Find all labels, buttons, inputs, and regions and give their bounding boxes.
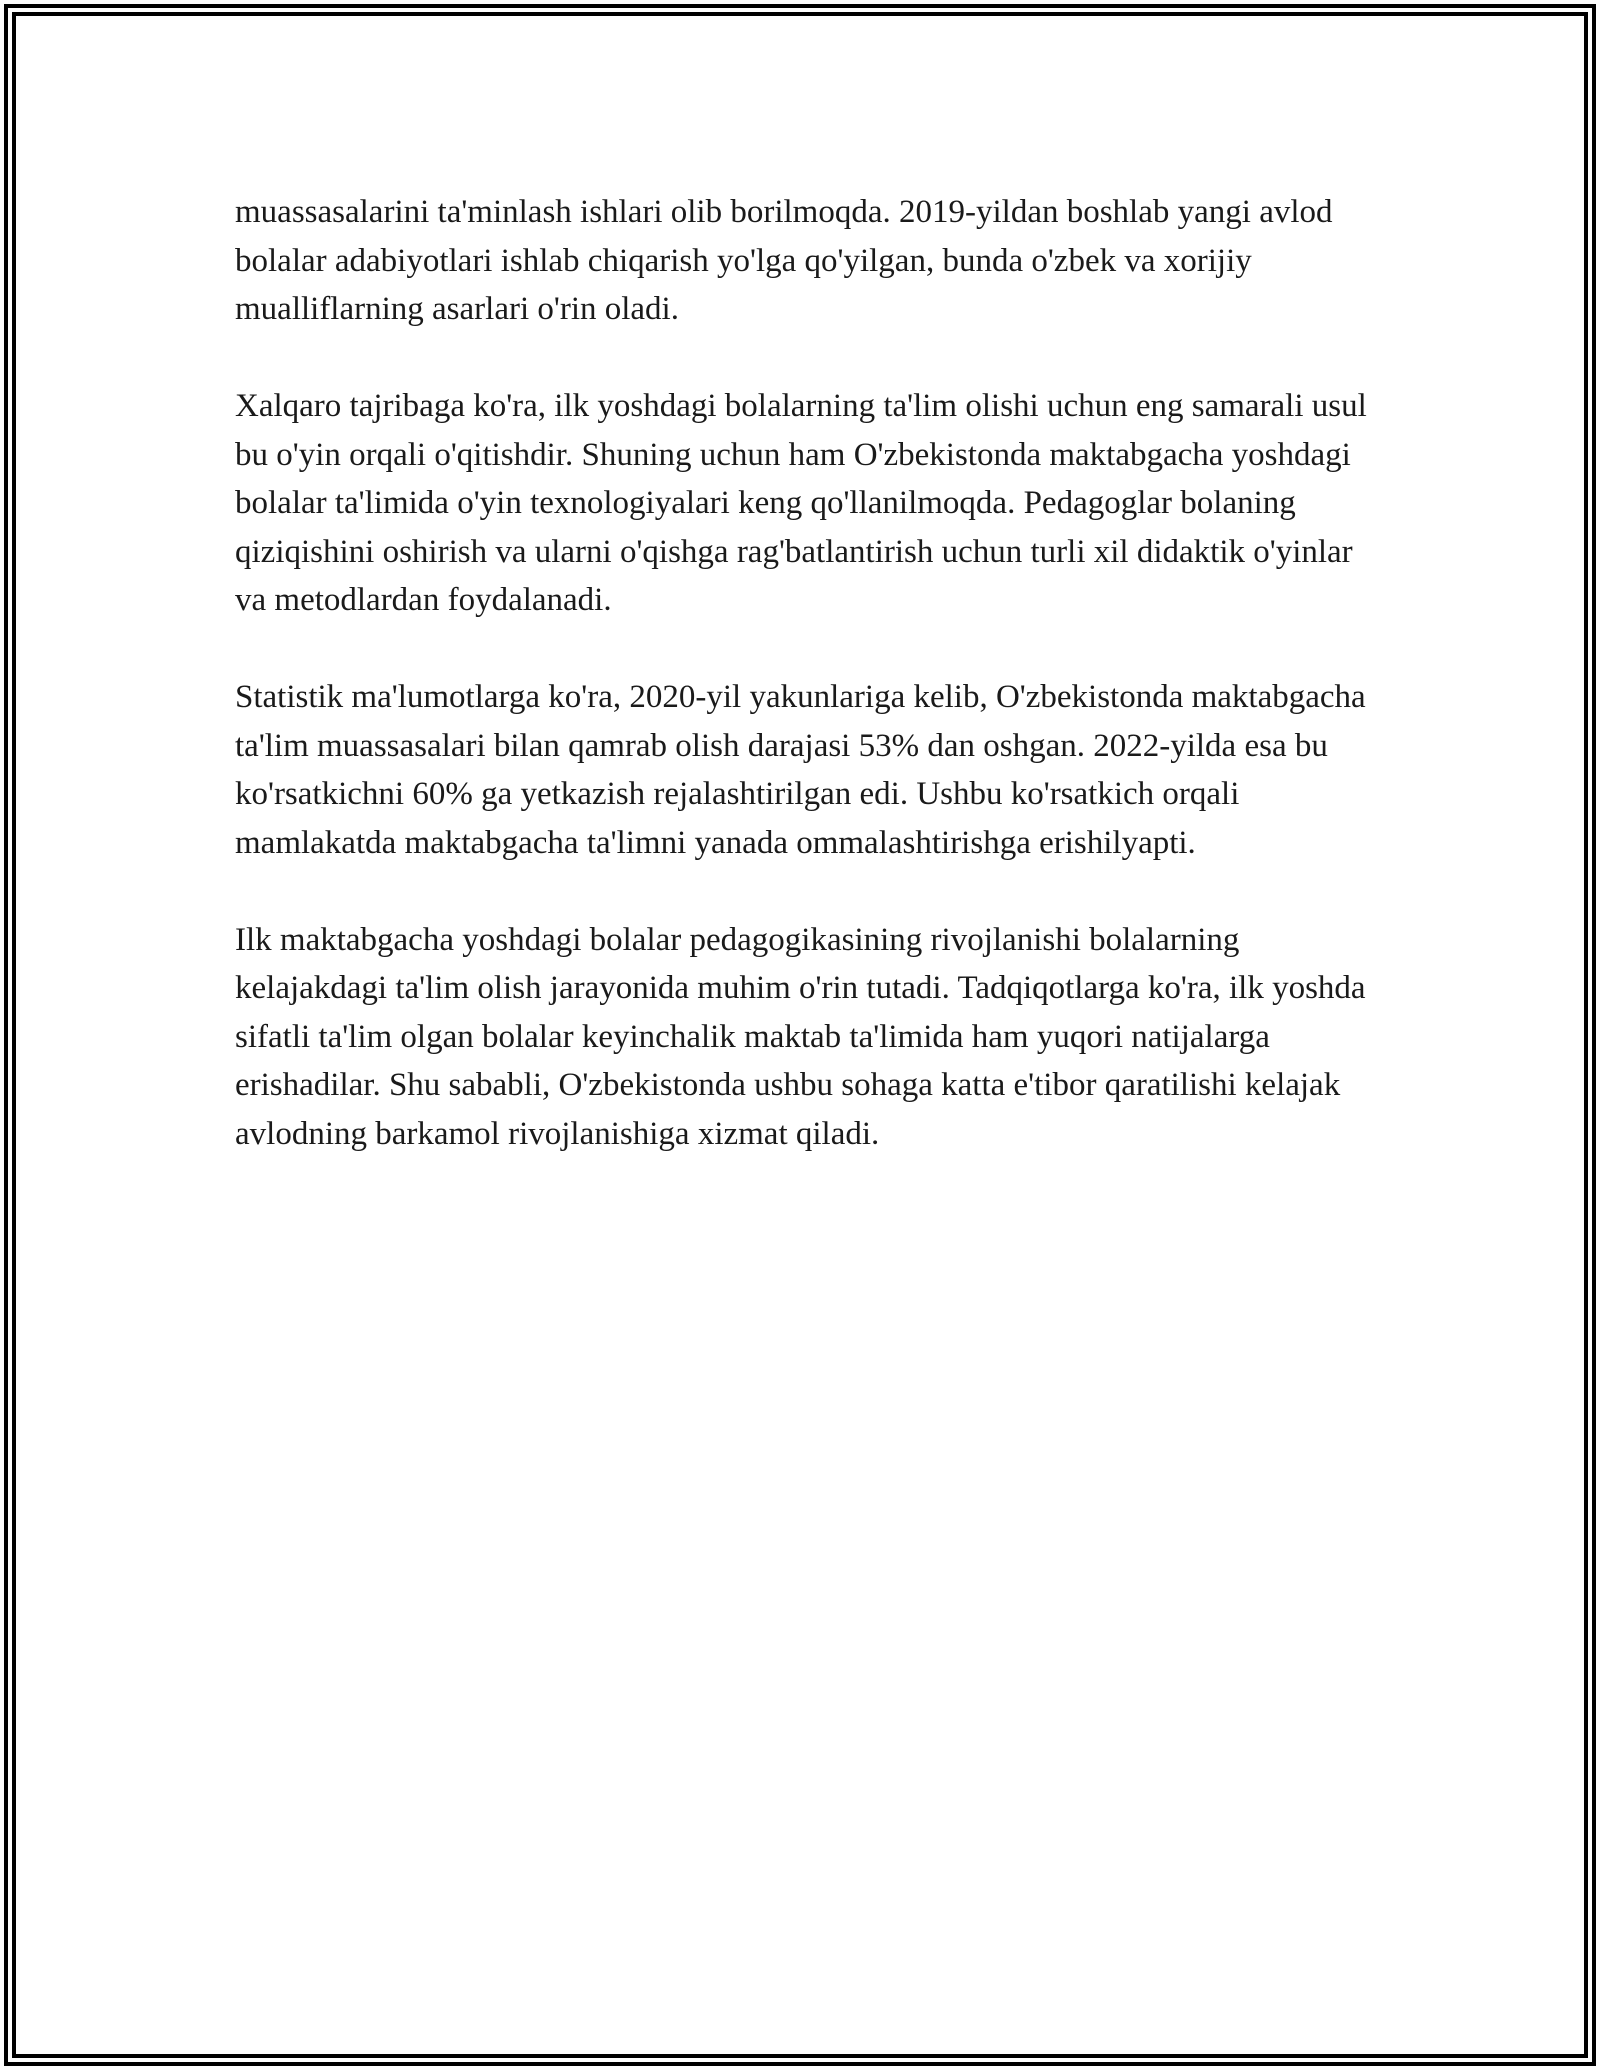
paragraph-3: Statistik ma'lumotlarga ko'ra, 2020-yil yakunlariga kelib, O'zbekistonda maktabgacha ta'lim muassasalari bilan qamrab olish darajasi 53% dan oshgan. 2022-yilda esa bu ko'rsatkichni 60% ga yetkazish rejalashtirilgan edi. Ushbu ko'rsatkich orqali mamlakatda maktabgacha ta'limni yanada ommalashtirishga erishilyapti. xyxy=(235,679,1366,861)
document-body xyxy=(235,188,1375,1207)
paragraph-4: Ilk maktabgacha yoshdagi bolalar pedagogikasining rivojlanishi bolalarning kelajakdagi ta'lim olish jarayonida muhim o'rin tutadi. Tadqiqotlarga ko'ra, ilk yoshda sifatli ta'lim olgan bolalar keyinchalik maktab ta'limida ham yuqori natijalarga erishadilar. Shu sababli, O'zbekistonda ushbu sohaga katta e'tibor qaratilishi kelajak avlodning barkamol rivojlanishiga xizmat qiladi. xyxy=(235,921,1366,1152)
paragraph-2: Xalqaro tajribaga ko'ra, ilk yoshdagi bolalarning ta'lim olishi uchun eng samarali usul bu o'yin orqali o'qitishdir. Shuning uchun ham O'zbekistonda maktabgacha yoshdagi bolalar ta'limida o'yin texnologiyalari keng qo'llanilmoqda. Pedagoglar bolaning qiziqishini oshirish va ularni o'qishga rag'batlantirish uchun turli xil didaktik o'yinlar va metodlardan foydalanadi. xyxy=(235,388,1367,618)
paragraph-1: muassasalarini ta'minlash ishlari olib borilmoqda. 2019-yildan boshlab yangi avlod bolalar adabiyotlari ishlab chiqarish yo'lga qo'yilgan, bunda o'zbek va xorijiy mualliflarning asarlari o'rin oladi. xyxy=(235,194,1333,327)
